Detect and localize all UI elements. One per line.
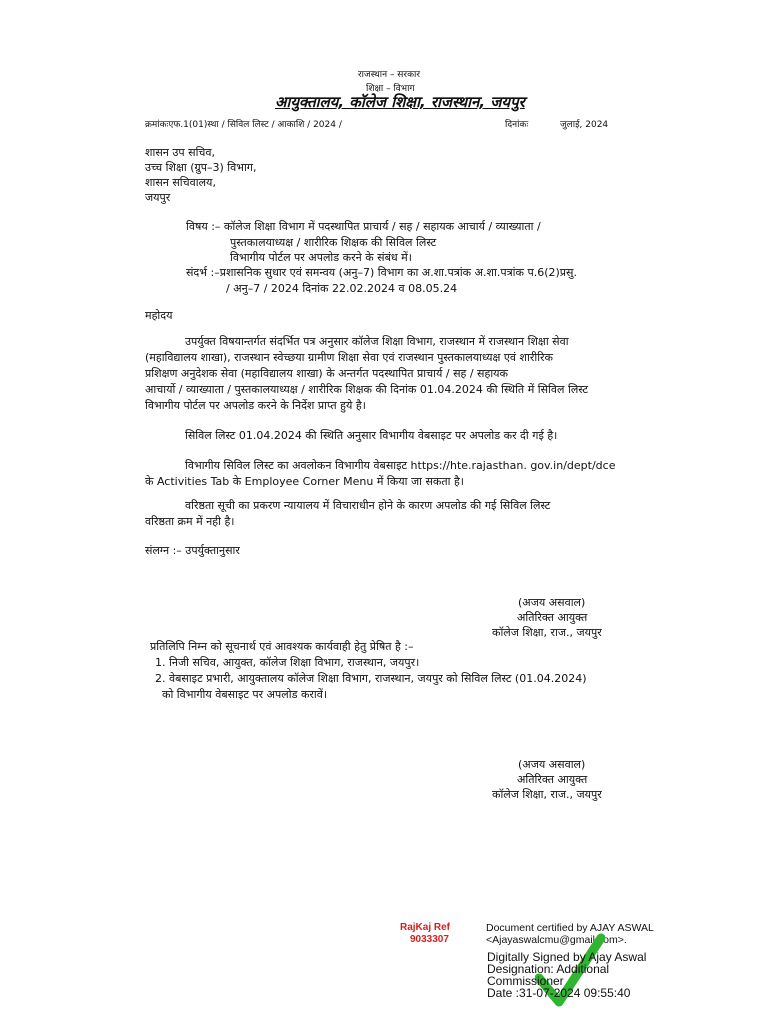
page-title: आयुक्तालय, कॉलेज शिक्षा, राजस्थान, जयपुर [275, 93, 525, 111]
signatory-designation: अतिरिक्त आयुक्त [517, 773, 588, 786]
rajkaj-ref-label: RajKaj Ref [400, 922, 451, 933]
body-paragraph: सिविल लिस्ट 01.04.2024 की स्थिति अनुसार विभागीय वेबसाइट पर अपलोड कर दी गई है। [185, 429, 558, 442]
copy-intro: प्रतिलिपि निम्न को सूचनार्थ एवं आवश्यक कार्यवाही हेतु प्रेषित है :– [150, 640, 414, 653]
certified-by: Document certified by AJAY ASWAL [486, 922, 654, 934]
signatory-designation: अतिरिक्त आयुक्त [517, 611, 588, 624]
salutation: महोदय [145, 309, 173, 322]
copy-item: 2. वेबसाइट प्रभारी, आयुक्तालय कॉलेज शिक्षा विभाग, राजस्थान, जयपुर को सिविल लिस्ट (01.04.2024) [155, 672, 587, 685]
digital-signature-date: Date :31-07-2024 09:55:40 [487, 986, 631, 1000]
addressee-line: उच्च शिक्षा (ग्रुप–3) विभाग, [145, 161, 257, 174]
body-paragraph-line: के Activities Tab के Employee Corner Menu में किया जा सकता है। [145, 475, 464, 488]
signatory-office: कॉलेज शिक्षा, राज., जयपुर [492, 626, 602, 639]
addressee-line: जयपुर [145, 191, 171, 204]
copy-item: को विभागीय वेबसाइट पर अपलोड करावें। [162, 688, 328, 701]
subject-line: विभागीय पोर्टल पर अपलोड करने के संबंध में। [230, 251, 412, 264]
copy-item: 1. निजी सचिव, आयुक्त, कॉलेज शिक्षा विभाग, राजस्थान, जयपुर। [155, 656, 420, 669]
digital-signature-designation: Designation: Additional [487, 962, 610, 976]
body-paragraph-line: (महाविद्यालय शाखा), राजस्थान स्वेच्छया ग्रामीण शिक्षा सेवा एवं राजस्थान पुस्तकालयाध्यक्ष एवं शारीरिक [145, 351, 554, 364]
addressee-line: शासन उप सचिव, [145, 146, 216, 159]
reference-line: / अनु–7 / 2024 दिनांक 22.02.2024 व 08.05.24 [226, 282, 458, 295]
rajkaj-ref-number: 9033307 [410, 934, 449, 945]
signatory-name: (अजय असवाल) [518, 596, 586, 609]
body-paragraph-line: विभागीय पोर्टल पर अपलोड करने के निर्देश प्राप्त हुये है। [145, 399, 366, 412]
date-label: दिनांकः [505, 120, 529, 130]
signatory-name: (अजय असवाल) [518, 758, 586, 771]
reference-line: संदर्भ :–प्रशासनिक सुधार एवं समन्वय (अनु–7) विभाग का अ.शा.पत्रांक अ.शा.पत्रांक प.6(2)प्रसु. [186, 266, 577, 279]
subject-line: विषय :– कॉलेज शिक्षा विभाग में पदस्थापित प्राचार्य / सह / सहायक आचार्य / व्याख्याता / [186, 220, 541, 233]
certifier-email: <Ajayaswalcmu@gmail.com>. [486, 934, 627, 946]
reference-number: क्रमांकःएफ.1(01)स्था / सिविल लिस्ट / आकाशि / 2024 / [145, 120, 342, 130]
subject-line: पुस्तकालयाध्यक्ष / शारीरिक शिक्षक की सिविल लिस्ट [230, 236, 437, 249]
body-paragraph-line: वरिष्ठता क्रम में नही है। [145, 515, 235, 528]
digital-signature-title: Commissioner [487, 974, 564, 988]
signatory-office: कॉलेज शिक्षा, राज., जयपुर [492, 788, 602, 801]
body-paragraph-line: उपर्युक्त विषयान्तर्गत संदर्भित पत्र अनुसार कॉलेज शिक्षा विभाग, राजस्थान में राजस्थान शिक्षा सेवा [185, 335, 569, 348]
body-paragraph-line: आचार्यो / व्याख्याता / पुस्तकालयाध्यक्ष / शारीरिक शिक्षक की दिनांक 01.04.2024 की स्थिति में सिविल लिस्ट [145, 383, 589, 396]
digital-signature-line: Digitally Signed by Ajay Aswal [487, 950, 647, 964]
addressee-line: शासन सचिवालय, [145, 176, 216, 189]
header-line-dept: शिक्षा – विभाग [366, 84, 415, 94]
body-paragraph-line: वरिष्ठता सूची का प्रकरण न्यायालय में विचाराधीन होने के कारण अपलोड की गई सिविल लिस्ट [185, 499, 551, 512]
body-paragraph-line: प्रशिक्षण अनुदेशक सेवा (महाविद्यालय शाखा) के अन्तर्गत पदस्थापित प्राचार्य / सह / सहायक [145, 367, 509, 380]
enclosure-note: संलग्न :– उपर्युक्तानुसार [145, 544, 240, 557]
date-value: जुलाई, 2024 [560, 120, 609, 130]
body-paragraph-line: विभागीय सिविल लिस्ट का अवलोकन विभागीय वेबसाइट https://hte.rajasthan. gov.in/dept/dce [185, 459, 616, 472]
header-line-state: राजस्थान – सरकार [358, 70, 420, 80]
